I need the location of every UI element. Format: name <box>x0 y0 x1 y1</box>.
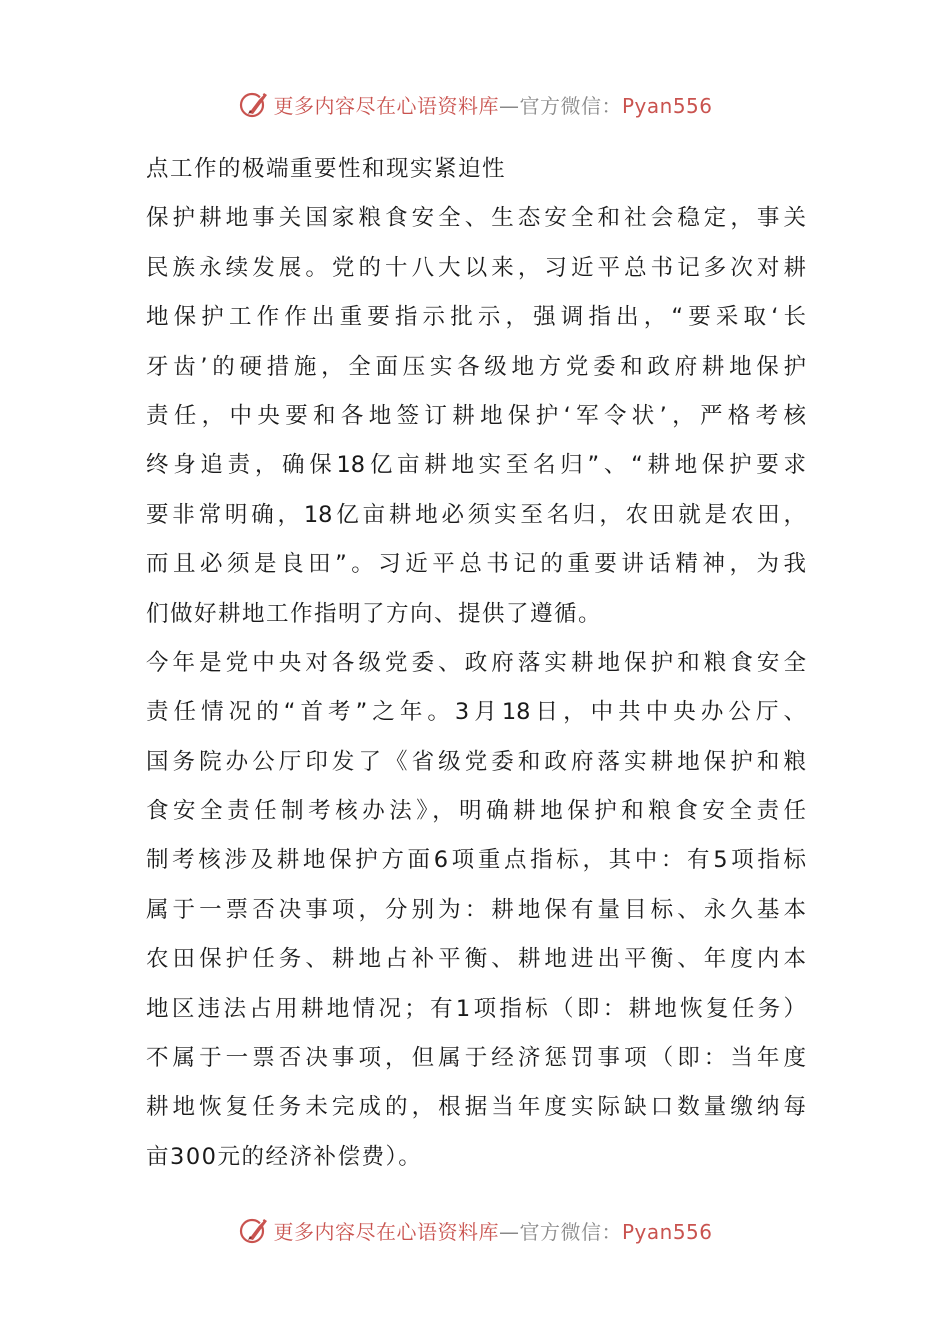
text-line: 点工作的极端重要性和现实紧迫性 <box>146 156 507 182</box>
text-line: 地保护工作作出重要指示批示，强调指出，“要采取‘长 <box>146 304 806 331</box>
document-body <box>146 145 806 1182</box>
watermark-brand: 更多内容尽在心语资料库 <box>273 1219 499 1244</box>
watermark-wechat-id: Pyan556 <box>621 1219 713 1244</box>
text-line: 制考核涉及耕地保护方面6项重点指标，其中：有5项指标 <box>146 847 806 874</box>
text-line: 耕地恢复任务未完成的，根据当年度实际缺口数量缴纳每 <box>146 1094 806 1121</box>
text-line: 责任情况的“首考”之年。3月18日，中共中央办公厅、 <box>146 699 806 726</box>
text-line: 民族永续发展。党的十八大以来，习近平总书记多次对耕 <box>146 254 806 281</box>
footer-watermark <box>0 1210 950 1250</box>
paragraph <box>146 145 806 194</box>
text-line: 农田保护任务、耕地占补平衡、耕地进出平衡、年度内本 <box>146 946 806 973</box>
watermark-brand: 更多内容尽在心语资料库 <box>273 93 499 118</box>
text-line: 不属于一票否决事项，但属于经济惩罚事项（即：当年度 <box>146 1045 806 1072</box>
text-line: 食安全责任制考核办法》，明确耕地保护和粮食安全责任 <box>146 798 806 825</box>
text-line: 责任，中央要和各地签订耕地保护‘军令状’，严格考核 <box>146 402 806 429</box>
text-line: 牙齿’的硬措施，全面压实各级地方党委和政府耕地保护 <box>146 353 806 380</box>
text-line: 而且必须是良田”。习近平总书记的重要讲话精神，为我 <box>146 551 806 578</box>
paragraph <box>146 639 806 1182</box>
text-line: 属于一票否决事项，分别为：耕地保有量目标、永久基本 <box>146 896 806 923</box>
text-line: 亩300元的经济补偿费）。 <box>146 1143 423 1170</box>
header-watermark <box>0 84 950 124</box>
paragraph <box>146 194 806 639</box>
quill-logo-icon <box>237 87 271 121</box>
text-line: 国务院办公厅印发了《省级党委和政府落实耕地保护和粮 <box>146 748 806 775</box>
text-line: 们做好耕地工作指明了方向、提供了遵循。 <box>146 600 603 627</box>
watermark-text <box>273 1216 712 1245</box>
text-line: 终身追责，确保18亿亩耕地实至名归”、“耕地保护要求 <box>146 452 806 479</box>
watermark-text <box>273 90 712 119</box>
watermark-wechat-id: Pyan556 <box>621 93 713 118</box>
watermark-label: —官方微信： <box>498 93 622 118</box>
text-line: 地区违法占用耕地情况；有1项指标（即：耕地恢复任务） <box>146 995 806 1022</box>
watermark-label: —官方微信： <box>498 1219 622 1244</box>
text-line: 今年是党中央对各级党委、政府落实耕地保护和粮食安全 <box>146 649 806 676</box>
quill-logo-icon <box>237 1213 271 1247</box>
text-line: 要非常明确，18亿亩耕地必须实至名归，农田就是农田， <box>146 501 806 528</box>
text-line: 保护耕地事关国家粮食安全、生态安全和社会稳定，事关 <box>146 205 806 232</box>
